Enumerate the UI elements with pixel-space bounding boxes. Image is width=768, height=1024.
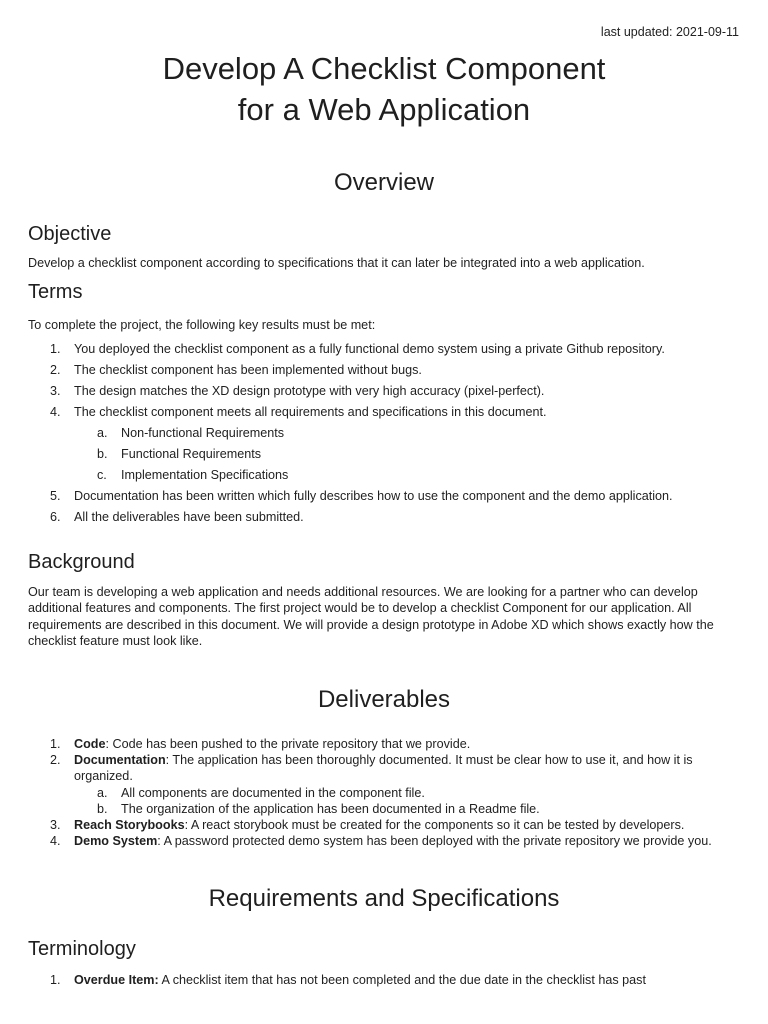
list-item-text: You deployed the checklist component as a fully functional demo system using a private Github repository. (74, 342, 665, 356)
list-item-number: 2. (50, 363, 61, 377)
sub-list-item-letter: b. (97, 801, 108, 816)
list-item-number: 3. (50, 384, 61, 398)
list-item (0, 509, 768, 530)
deliverables-list (0, 736, 768, 849)
objective-text: Develop a checklist component according to specifications that it can later be integrated into a web application. (28, 256, 645, 270)
sub-list-item (0, 467, 768, 488)
list-item-label: Demo System (74, 834, 158, 849)
list-item (0, 752, 768, 784)
list-item-number: 1. (50, 737, 61, 751)
sub-list-item-text: Implementation Specifications (121, 468, 289, 482)
section-title-requirements: Requirements and Specifications (208, 885, 560, 912)
list-item-number: 4. (50, 405, 61, 419)
list-item-text (74, 972, 738, 988)
list-item-text: The checklist component has been implemented without bugs. (74, 363, 422, 377)
list-item-text: The checklist component meets all requirements and specifications in this document. (74, 405, 547, 419)
sub-list-item (0, 446, 768, 467)
list-item-text: All the deliverables have been submitted. (74, 510, 304, 524)
sub-list-item-text: Functional Requirements (121, 447, 262, 461)
list-item (0, 404, 768, 425)
document-title-line-2: for a Web Application (237, 92, 531, 127)
terms-list (0, 341, 768, 530)
list-item-number: 6. (50, 510, 61, 524)
sub-list-item-letter: a. (97, 426, 108, 440)
background-text: Our team is developing a web application and needs additional resources. We are looking for a partner who can develop additional features and components. The first project would be to develop a checklist Component for our application. All requirements are described in this document. We will provide a design prototype in Adobe XD which shows exactly how the checklist feature must look like. (28, 585, 714, 648)
heading-terminology: Terminology (28, 938, 136, 960)
list-item-text (74, 736, 738, 752)
heading-terms: Terms (28, 281, 83, 303)
list-item-number: 4. (50, 834, 61, 849)
terms-intro: To complete the project, the following key results must be met: (28, 318, 376, 332)
list-item-label: Documentation (74, 753, 166, 768)
list-item-number: 3. (50, 818, 61, 833)
sub-list-item-letter: b. (97, 447, 108, 461)
list-item (0, 488, 768, 509)
sub-list-item (0, 425, 768, 446)
sub-list-item-text: Non-functional Requirements (121, 426, 285, 440)
list-item-number: 2. (50, 753, 61, 768)
list-item-number: 1. (50, 973, 61, 987)
list-item-description: : Code has been pushed to the private repository that we provide. (105, 737, 471, 751)
list-item-description: A checklist item that has not been completed and the due date in the checklist has past (158, 973, 646, 987)
list-item-text (74, 817, 738, 833)
list-item-label: Overdue Item: (74, 973, 159, 987)
list-item-text: The design matches the XD design prototype with very high accuracy (pixel-perfect). (74, 384, 545, 398)
list-item-label: Code (74, 737, 106, 751)
list-item (0, 383, 768, 404)
heading-background: Background (28, 551, 135, 573)
sub-list-item-text: All components are documented in the component file. (121, 785, 425, 800)
list-item-description: : A password protected demo system has been deployed with the private repository we provide you. (157, 834, 712, 849)
list-item-description: : The application has been thoroughly documented. It must be clear how to use it, and how it is organized. (74, 753, 693, 784)
last-updated-date: last updated: 2021-09-11 (600, 25, 739, 39)
list-item (0, 833, 768, 849)
list-item-label: Reach Storybooks (74, 818, 185, 833)
list-item-text (74, 752, 738, 784)
list-item-number: 1. (50, 342, 61, 356)
sub-list-item-text: The organization of the application has been documented in a Readme file. (121, 801, 540, 816)
list-item (0, 341, 768, 362)
document-title (0, 48, 768, 130)
list-item-text: Documentation has been written which fully describes how to use the component and the demo application. (74, 489, 673, 503)
sub-list-item-letter: c. (97, 468, 107, 482)
terminology-list (0, 972, 768, 988)
list-item (0, 736, 768, 752)
list-item (0, 972, 768, 988)
list-item-description: : A react storybook must be created for the components so it can be tested by developers. (184, 818, 685, 833)
document-title-line-1: Develop A Checklist Component (162, 51, 606, 86)
list-item (0, 362, 768, 383)
list-item-number: 5. (50, 489, 61, 503)
sub-list-item (0, 785, 768, 801)
heading-objective: Objective (28, 223, 112, 245)
list-item-text (74, 833, 738, 849)
sub-list-item-letter: a. (97, 785, 108, 800)
sub-list-item (0, 801, 768, 817)
section-title-deliverables: Deliverables (317, 686, 451, 713)
list-item (0, 817, 768, 833)
section-title-overview: Overview (333, 169, 435, 196)
